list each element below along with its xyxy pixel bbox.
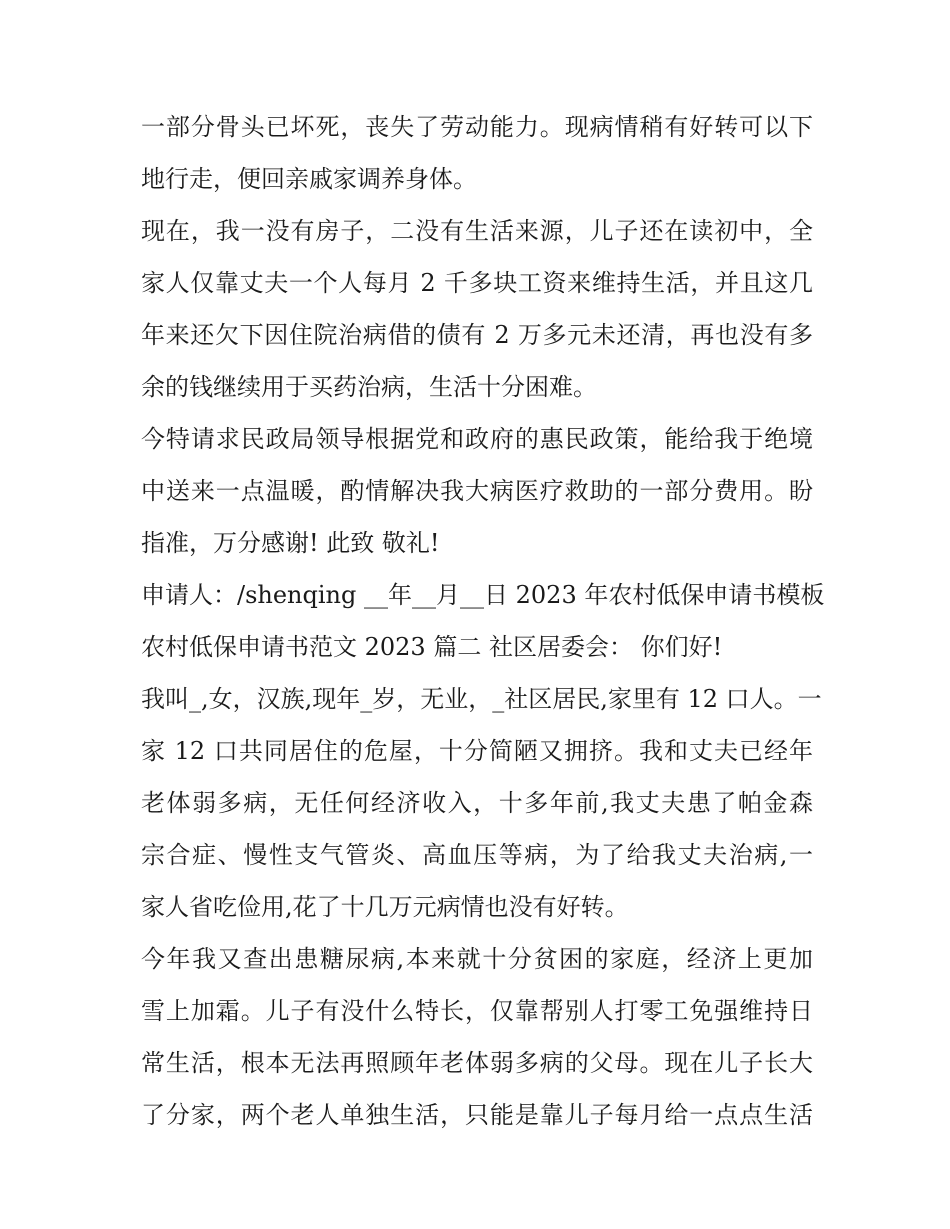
- text-line: 家人仅靠丈夫一个人每月 2 千多块工资来维持生活，并且这几: [141, 269, 813, 297]
- text-line: 农村低保申请书范文 2023 篇二 社区居委会： 你们好!: [141, 633, 723, 661]
- text-line: 老体弱多病，无任何经济收入，十多年前,我丈夫患了帕金森: [141, 789, 813, 817]
- document-body: [141, 101, 825, 1141]
- text-line: 家 12 口共同居住的危屋，十分简陋又拥挤。我和丈夫已经年: [141, 737, 813, 765]
- text-line: 年来还欠下因住院治病借的债有 2 万多元未还清，再也没有多: [141, 321, 813, 349]
- text-line: 今特请求民政局领导根据党和政府的惠民政策，能给我于绝境: [141, 425, 813, 453]
- text-line: 申请人：/shenqing __年__月__日 2023 年农村低保申请书模板: [141, 581, 825, 609]
- text-line: 我叫_,女，汉族,现年_岁，无业，_社区居民,家里有 12 口人。一: [141, 685, 822, 713]
- text-line: 今年我又查出患糖尿病,本来就十分贫困的家庭，经济上更加: [141, 945, 813, 973]
- text-line: 宗合症、慢性支气管炎、高血压等病，为了给我丈夫治病,一: [141, 841, 813, 869]
- text-line: 常生活，根本无法再照顾年老体弱多病的父母。现在儿子长大: [141, 1049, 813, 1077]
- text-line: 余的钱继续用于买药治病，生活十分困难。: [141, 373, 597, 401]
- text-line: 雪上加霜。儿子有没什么特长，仅靠帮别人打零工免强维持日: [141, 997, 813, 1025]
- text-line: 了分家，两个老人单独生活，只能是靠儿子每月给一点点生活: [141, 1101, 813, 1129]
- text-line: 一部分骨头已坏死，丧失了劳动能力。现病情稍有好转可以下: [141, 113, 813, 141]
- text-line: 指准，万分感谢! 此致 敬礼!: [141, 529, 440, 557]
- text-line: 现在，我一没有房子，二没有生活来源，儿子还在读初中，全: [141, 217, 813, 245]
- text-line: 中送来一点温暖，酌情解决我大病医疗救助的一部分费用。盼: [141, 477, 813, 505]
- text-line: 家人省吃俭用,花了十几万元病情也没有好转。: [141, 893, 629, 921]
- text-line: 地行走，便回亲戚家调养身体。: [141, 165, 477, 193]
